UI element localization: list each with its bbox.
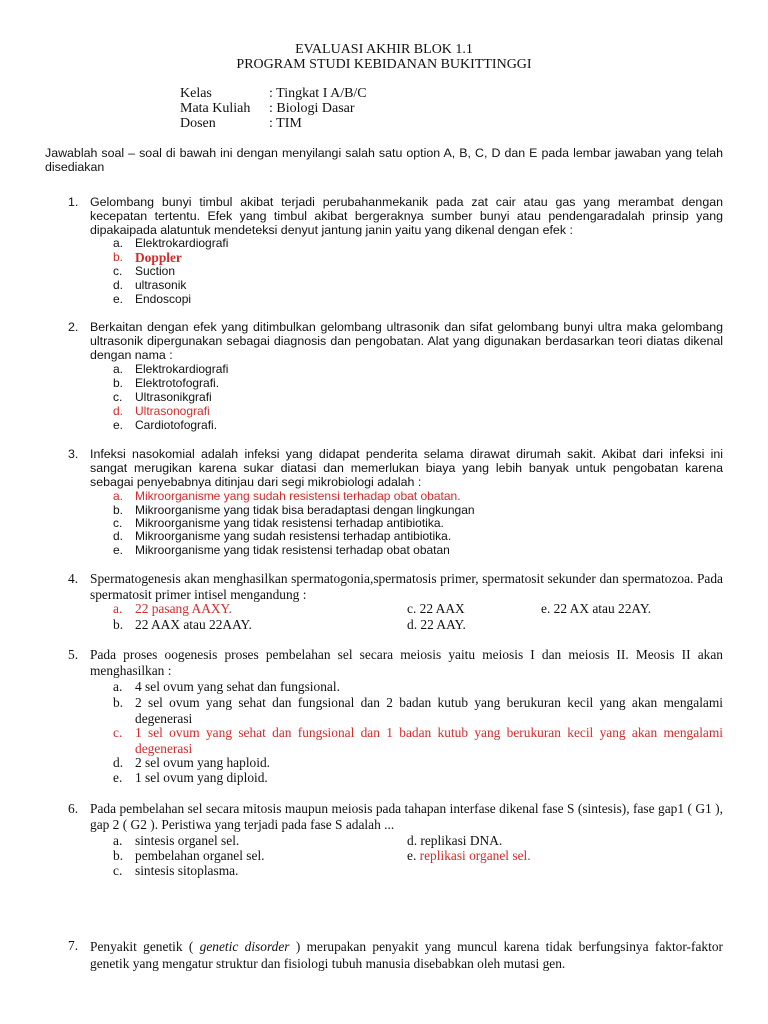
option-letter: a. bbox=[113, 601, 123, 616]
instructions: Jawablah soal – soal di bawah ini dengan menyilangi salah satu option A, B, C, D dan E pada lembar jawaban yang telah disediakan bbox=[45, 146, 723, 174]
option-text: Doppler bbox=[135, 250, 182, 265]
question-text-before: Penyakit genetik ( bbox=[90, 939, 194, 954]
option-d[interactable] bbox=[407, 617, 466, 633]
option-letter: b. bbox=[113, 617, 124, 632]
option-text: 22 pasang AAXY. bbox=[135, 601, 232, 616]
option-letter: e. bbox=[113, 418, 124, 432]
option-text: 1 sel ovum yang diploid. bbox=[135, 770, 268, 785]
option-text: Ultrasonikgrafi bbox=[135, 390, 212, 404]
info-value: : Tingkat I A/B/C bbox=[269, 86, 367, 101]
option-letter: b. bbox=[113, 503, 124, 517]
option-text: Mikroorganisme yang tidak resistensi terhadap antibiotika. bbox=[135, 516, 444, 530]
option-letter: b. bbox=[113, 695, 124, 710]
option-e[interactable] bbox=[541, 601, 651, 617]
option-text: Mikroorganisme yang tidak bisa beradaptasi dengan lingkungan bbox=[135, 503, 475, 517]
option-text: replikasi organel sel. bbox=[419, 848, 531, 863]
info-label: Mata Kuliah bbox=[180, 101, 251, 116]
option-letter: c. bbox=[113, 264, 123, 278]
option-text: 1 sel ovum yang sehat dan fungsional dan 1 badan kutub yang berukuran kecil yang akan mengalami degenerasi bbox=[135, 725, 723, 756]
option-letter: e. bbox=[113, 770, 123, 785]
option-text: 22 AAX bbox=[419, 601, 465, 616]
question-number: 3. bbox=[68, 447, 79, 461]
question-number: 4. bbox=[68, 571, 79, 586]
option-text: 22 AX atau 22AY. bbox=[553, 601, 652, 616]
option-text: Mikroorganisme yang sudah resistensi terhadap obat obatan. bbox=[135, 489, 461, 503]
info-value: : Biologi Dasar bbox=[269, 101, 355, 116]
option-text: Endoscopi bbox=[135, 292, 192, 306]
question-number: 5. bbox=[68, 647, 79, 662]
option-e[interactable] bbox=[407, 848, 531, 864]
question-text: Berkaitan dengan efek yang ditimbulkan gelombang ultrasonik dan sifat gelombang bunyi ultra maka gelombang ultrasonik dipergunakan sebagai diagnosis dan pengobatan. Alat yang digunakan berdasarkan teori diatas dikenal dengan nama : bbox=[90, 320, 723, 362]
question-text: Pada pembelahan sel secara mitosis maupun meiosis pada tahapan interfase dikenal fase S (sintesis), fase gap1 ( G1 ), gap 2 ( G2 ). Peristiwa yang terjadi pada fase S adalah ... bbox=[90, 801, 723, 832]
option-letter: c. bbox=[113, 725, 123, 740]
question-text: Pada proses oogenesis proses pembelahan sel secara meiosis yaitu meiosis I dan meiosis II. Meosis II akan menghasilkan : bbox=[90, 647, 723, 678]
question-text-after: ) merupakan penyakit yang muncul karena tidak berfungsinya faktor-faktor genetik yang mengatur struktur dan fisiologi tubuh manusia disebabkan oleh mutasi gen. bbox=[90, 939, 723, 971]
option-letter: d. bbox=[113, 755, 124, 770]
option-text: Cardiotofografi. bbox=[135, 418, 218, 432]
option-letter: b. bbox=[113, 250, 124, 264]
option-text: 22 AAY. bbox=[420, 617, 466, 632]
option-text: 2 sel ovum yang haploid. bbox=[135, 755, 271, 770]
option-b[interactable] bbox=[113, 695, 723, 726]
option-letter: a. bbox=[113, 489, 124, 503]
question-text-italic: genetic disorder bbox=[199, 939, 290, 954]
option-text: 22 AAX atau 22AAY. bbox=[135, 617, 252, 632]
info-value: : TIM bbox=[269, 116, 302, 131]
option-text: sintesis organel sel. bbox=[135, 833, 240, 848]
option-letter: a. bbox=[113, 362, 124, 376]
option-letter: c. bbox=[113, 863, 123, 878]
question-number: 1. bbox=[68, 195, 79, 209]
option-letter: e. bbox=[407, 848, 417, 863]
question-number: 7. bbox=[68, 938, 79, 953]
option-letter: c. bbox=[113, 516, 123, 530]
option-text: Ultrasonografi bbox=[135, 404, 210, 418]
option-text: ultrasonik bbox=[135, 278, 187, 292]
option-letter: e. bbox=[541, 601, 551, 616]
option-letter: b. bbox=[113, 376, 124, 390]
question-text bbox=[90, 938, 723, 972]
option-text: sintesis sitoplasma. bbox=[135, 863, 239, 878]
exam-title: EVALUASI AKHIR BLOK 1.1 bbox=[295, 42, 473, 57]
option-letter: d. bbox=[407, 833, 418, 848]
option-text: Suction bbox=[135, 264, 176, 278]
option-text: replikasi DNA. bbox=[420, 833, 503, 848]
option-c[interactable] bbox=[407, 601, 465, 617]
option-text: Elektrokardiografi bbox=[135, 362, 229, 376]
option-text: Mikroorganisme yang tidak resistensi terhadap obat obatan bbox=[135, 543, 450, 557]
option-letter: e. bbox=[113, 292, 124, 306]
option-d[interactable] bbox=[407, 833, 502, 849]
question-text: Gelombang bunyi timbul akibat terjadi perubahanmekanik pada zat cair atau gas yang merambat dengan kecepatan tertentu. Efek yang timbul akibat bergeraknya sumber bunyi atau pendengaradalah prinsip yang dipakaipada alatuntuk mendeteksi denyut jantung janin yaitu yang dikenal dengan efek : bbox=[90, 195, 723, 237]
question-text: Spermatogenesis akan menghasilkan spermatogonia,spermatosis primer, spermatosit sekunder dan spermatozoa. Pada spermatosit primer intisel mengandung : bbox=[90, 571, 723, 602]
info-mata-kuliah bbox=[180, 101, 355, 117]
option-letter: d. bbox=[113, 529, 124, 543]
question-number: 2. bbox=[68, 320, 79, 334]
info-label: Dosen bbox=[180, 116, 216, 131]
option-letter: c. bbox=[113, 390, 123, 404]
info-kelas bbox=[180, 86, 367, 102]
option-text: pembelahan organel sel. bbox=[135, 848, 265, 863]
option-letter: d. bbox=[113, 404, 124, 418]
option-text: Mikroorganisme yang sudah resistensi terhadap antibiotika. bbox=[135, 529, 452, 543]
option-letter: a. bbox=[113, 679, 123, 694]
option-letter: d. bbox=[113, 278, 124, 292]
option-letter: c. bbox=[407, 601, 417, 616]
option-text: Elektrotofografi. bbox=[135, 376, 220, 390]
option-letter: a. bbox=[113, 236, 124, 250]
info-dosen bbox=[180, 116, 302, 132]
question-number: 6. bbox=[68, 801, 79, 816]
option-letter: a. bbox=[113, 833, 123, 848]
option-letter: e. bbox=[113, 543, 124, 557]
question-text: Infeksi nasokomial adalah infeksi yang didapat penderita selama dirawat dirumah sakit. Akibat dari infeksi ini sangat merugikan karena sukar diatasi dan memerlukan biaya yang lebih banyak untuk pengobatan karena sebagai penyebabnya ditinjau dari segi mikrobiologi adalah : bbox=[90, 447, 723, 489]
option-letter: d. bbox=[407, 617, 418, 632]
option-letter: b. bbox=[113, 848, 124, 863]
option-text: 4 sel ovum yang sehat dan fungsional. bbox=[135, 679, 340, 694]
program-title: PROGRAM STUDI KEBIDANAN BUKITTINGGI bbox=[236, 57, 532, 72]
option-text: Elektrokardiografi bbox=[135, 236, 229, 250]
info-label: Kelas bbox=[180, 86, 212, 101]
option-c-answer[interactable] bbox=[113, 725, 723, 756]
option-text: 2 sel ovum yang sehat dan fungsional dan 2 badan kutub yang berukuran kecil yang akan mengalami degenerasi bbox=[135, 695, 723, 726]
